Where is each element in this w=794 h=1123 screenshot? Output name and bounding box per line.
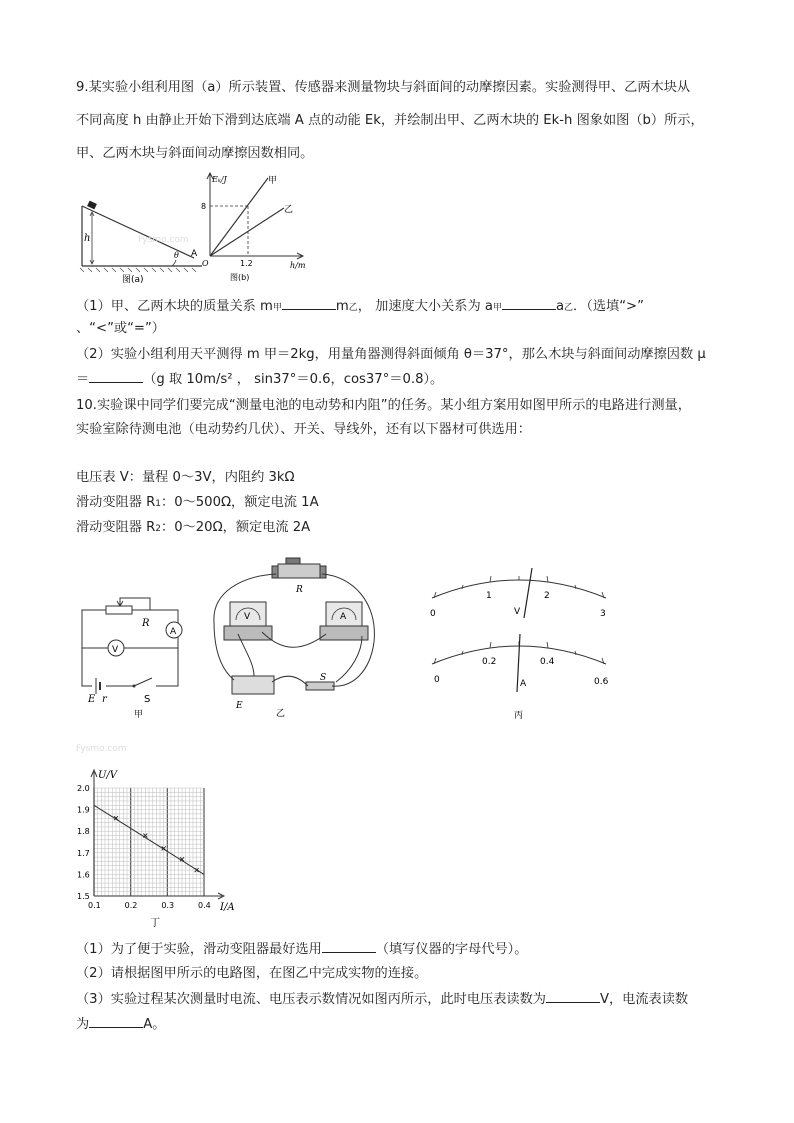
- q10-p3-text-d: A。: [143, 1017, 166, 1032]
- q9-part1-line: [76, 297, 644, 317]
- fig-bing-caption: 丙: [514, 711, 524, 721]
- fig-a-caption: 图(a): [122, 275, 144, 284]
- fig-jia-r: r: [102, 694, 107, 705]
- fig-yi-S: S: [320, 673, 327, 683]
- q9-p1-text-b: m: [335, 299, 349, 314]
- chart-x-axis-label: I/A: [220, 902, 235, 913]
- y-tick-label: 1.5: [77, 892, 90, 901]
- x-tick-label: 0.1: [88, 901, 101, 910]
- q10-p3-text-b: V，电流表读数: [599, 992, 689, 1007]
- y-tick-label: 1.9: [77, 805, 90, 815]
- voltmeter-scale-arc: [432, 580, 606, 598]
- fig-b-caption: 图(b): [230, 273, 250, 282]
- q10-p1-text-a: （1）为了便于实验，滑动变阻器最好选用: [76, 942, 322, 957]
- q9-p2-text-c: （g 取 10m/s² ， sin37°＝0.6，cos37°＝0.8）。: [143, 372, 444, 387]
- chart-title: 丁: [150, 918, 160, 929]
- fig-yi-caption: 乙: [276, 709, 286, 719]
- fig-b-tick-x: 1.2: [240, 259, 253, 268]
- y-tick-label: 1.8: [77, 827, 90, 837]
- fig-yi-R: R: [296, 585, 303, 595]
- q10-p3-text-a: （3）实验过程某次测量时电流、电压表示数情况如图丙所示，此时电压表读数为: [76, 992, 546, 1007]
- q9-p1-sub-jia2: 甲: [492, 303, 502, 313]
- voltmeter-label: V: [514, 607, 521, 617]
- q10-blank-rheostat-choice[interactable]: [322, 940, 376, 953]
- fig-jia-A: A: [170, 627, 177, 637]
- q9-p1-text-a: （1）甲、乙两木块的质量关系 m: [76, 299, 273, 314]
- q10-p3-text-c: 为: [76, 1017, 90, 1032]
- fig-yi-A: A: [340, 612, 347, 622]
- v-tick-1: 1: [486, 591, 492, 601]
- q10-blank-voltage-reading[interactable]: [546, 990, 600, 1003]
- fig-jia-R: R: [142, 618, 150, 629]
- q10-item-r2-b: ：0～20Ω，额定电流 2A: [161, 520, 311, 535]
- fig-jia-V: V: [112, 645, 119, 655]
- q9-text-line-2: 不同高度 h 由静止开始下滑到达底端 A 点的动能 Ek，并绘制出甲、乙两木块的 Ek-h 图象如图（b）所示，: [76, 113, 704, 128]
- fig-a-h-label: h: [84, 233, 91, 244]
- q10-part1-line: [76, 940, 527, 959]
- fig-b-yi-label: 乙: [284, 205, 294, 215]
- fig-jia-E: E: [88, 694, 96, 705]
- x-tick-label: 0.4: [198, 901, 211, 910]
- fig-yi-V: V: [244, 612, 251, 622]
- q10-item-r1: [76, 494, 319, 513]
- fig-b-x-axis-label: h/m: [290, 261, 306, 270]
- x-tick-label: 0.3: [161, 901, 175, 910]
- block-icon: [87, 201, 97, 210]
- watermark-2: Fysmo.com: [76, 744, 127, 754]
- fig-a-theta-label: θ: [174, 251, 179, 260]
- y-tick-label: 1.6: [77, 870, 90, 880]
- chart-grid: [94, 788, 204, 896]
- q9-p1-sub-yi: 乙: [348, 303, 358, 313]
- q9-p1-text-c: ， 加速度大小关系为 a: [357, 299, 493, 314]
- q10-item-voltmeter: 电压表 V：量程 0～3V，内阻约 3kΩ: [76, 470, 295, 485]
- q10-p1-text-b: （填写仪器的字母代号）。: [375, 942, 528, 957]
- q9-blank-friction-coefficient[interactable]: [89, 370, 143, 383]
- a-tick-0: 0: [434, 675, 440, 685]
- fig-a-A-label: A: [191, 249, 198, 259]
- y-tick-label: 1.7: [77, 848, 90, 858]
- v-tick-2: 2: [544, 591, 550, 601]
- figure-b-ek-h-graph: [198, 170, 310, 286]
- q10-text-line-2: 实验室除待测电池（电动势约几伏）、开关、导线外，还有以下器材可供选用：: [76, 422, 531, 437]
- a-tick-04: 0.4: [540, 657, 555, 667]
- fig-a-watermark: Fysmo.com: [138, 235, 189, 245]
- q9-blank-mass-relation[interactable]: [282, 297, 336, 310]
- q9-p2-text-b: ＝: [76, 372, 90, 387]
- q9-p1-text-e: ．（选填“>”: [573, 299, 644, 314]
- fig-b-origin: O: [202, 259, 209, 268]
- y-tick-label: 2.0: [77, 784, 90, 793]
- q10-item-r1-sub: 1: [155, 499, 162, 509]
- voltmeter-needle: [524, 568, 532, 618]
- q9-part2-line: （2）实验小组利用天平测得 m 甲＝2kg，用量角器测得斜面倾角 θ＝37°，那么木块与斜面间动摩擦因数 μ: [76, 347, 706, 362]
- q10-item-r1-b: ：0～500Ω，额定电流 1A: [161, 495, 319, 510]
- q9-text-line-1: 9.某实验小组利用图（a）所示装置、传感器来测量物块与斜面间的动摩擦因素。实验测得甲、乙两木块从: [76, 80, 691, 95]
- v-tick-0: 0: [430, 609, 436, 619]
- a-tick-02: 0.2: [482, 657, 497, 667]
- q10-item-r2: [76, 519, 310, 538]
- q9-p1-sub-jia: 甲: [272, 303, 282, 313]
- q9-text-line-3: 甲、乙两木块与斜面间动摩擦因数相同。: [76, 146, 314, 161]
- figure-bing-meters: [424, 568, 614, 724]
- figure-a-incline: [78, 196, 207, 284]
- fig-yi-E: E: [236, 701, 243, 711]
- q9-part2-line-2: [76, 370, 443, 389]
- chart-y-axis-label: U/V: [98, 770, 118, 781]
- q10-item-r2-sub: 2: [155, 524, 162, 534]
- chart-ticks: [77, 784, 211, 910]
- q9-blank-accel-relation[interactable]: [502, 297, 556, 310]
- figure-yi-apparatus: [202, 552, 380, 720]
- fig-b-tick-y: 8: [201, 202, 207, 211]
- q10-part2-line: （2）请根据图甲所示的电路图，在图乙中完成实物的连接。: [76, 966, 428, 981]
- q10-text-line-1: 10.实验课中同学们要完成“测量电池的电动势和内阻”的任务。某小组方案用如图甲所示的电路进行测量，: [76, 398, 691, 413]
- q10-part3-line: [76, 990, 688, 1009]
- figure-jia-circuit: [78, 590, 188, 720]
- ammeter-label: A: [520, 679, 527, 689]
- q10-item-r1-a: 滑动变阻器 R: [76, 495, 156, 510]
- fig-b-y-axis-label: Eₖ/J: [212, 175, 227, 184]
- q10-blank-current-reading[interactable]: [89, 1015, 143, 1028]
- fig-jia-caption: 甲: [134, 710, 144, 720]
- v-tick-3: 3: [600, 609, 606, 619]
- a-tick-06: 0.6: [594, 677, 609, 687]
- x-tick-label: 0.2: [124, 901, 138, 910]
- q9-part1-line-2: 、“<”或“=”）: [76, 321, 165, 336]
- q10-part3-line-2: [76, 1015, 165, 1034]
- fig-jia-S: S: [144, 694, 151, 705]
- q10-item-r2-a: 滑动变阻器 R: [76, 520, 156, 535]
- q9-p1-sub-yi2: 乙: [564, 303, 574, 313]
- q9-p1-text-d: a: [555, 299, 565, 314]
- fig-b-jia-label: 甲: [268, 176, 278, 186]
- figure-ding-ui-chart: [76, 764, 246, 932]
